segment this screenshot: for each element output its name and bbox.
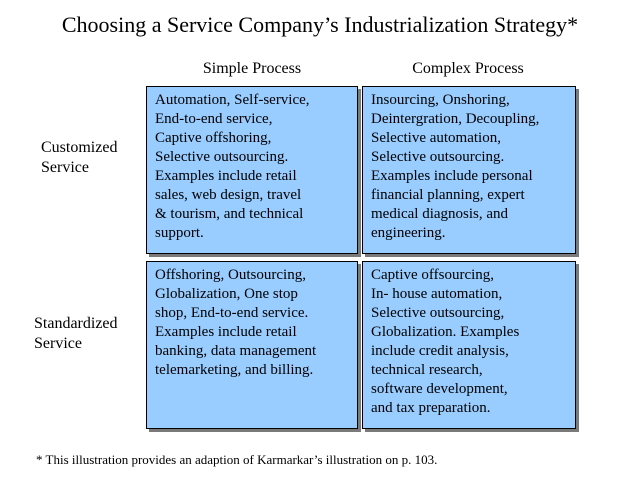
footnote: * This illustration provides an adaption of Karmarkar’s illustration on p. 103. [36, 452, 438, 467]
row-header-customized-line1: Customized [41, 139, 118, 156]
row-header-standardized-line2: Service [34, 335, 82, 352]
cell-standardized-simple: Offshoring, Outsourcing, Globalization, One stop shop, End-to-end service. Examples include retail banking, data management telemarketing, and billing. [146, 261, 358, 429]
cell-customized-complex: Insourcing, Onshoring, Deintergration, Decoupling, Selective automation, Selective outsourcing. Examples include personal financial planning, expert medical diagnosis, and engineering. [362, 86, 576, 254]
cell-standardized-complex: Captive offsourcing, In- house automation, Selective outsourcing, Globalization. Examples include credit analysis, technical research, software development, and tax preparation. [362, 261, 576, 429]
row-header-standardized-line1: Standardized [34, 315, 118, 332]
column-header-complex-process: Complex Process [412, 60, 524, 77]
row-header-standardized-service [34, 314, 118, 354]
row-header-customized-service [41, 138, 117, 178]
column-header-simple-process: Simple Process [202, 60, 302, 77]
row-header-customized-line2: Service [41, 159, 89, 176]
cell-customized-simple: Automation, Self-service, End-to-end service, Captive offshoring, Selective outsourcing. Examples include retail sales, web design, travel & tourism, and technical support. [146, 86, 358, 254]
diagram-title: Choosing a Service Company’s Industrialization Strategy* [61, 12, 579, 37]
